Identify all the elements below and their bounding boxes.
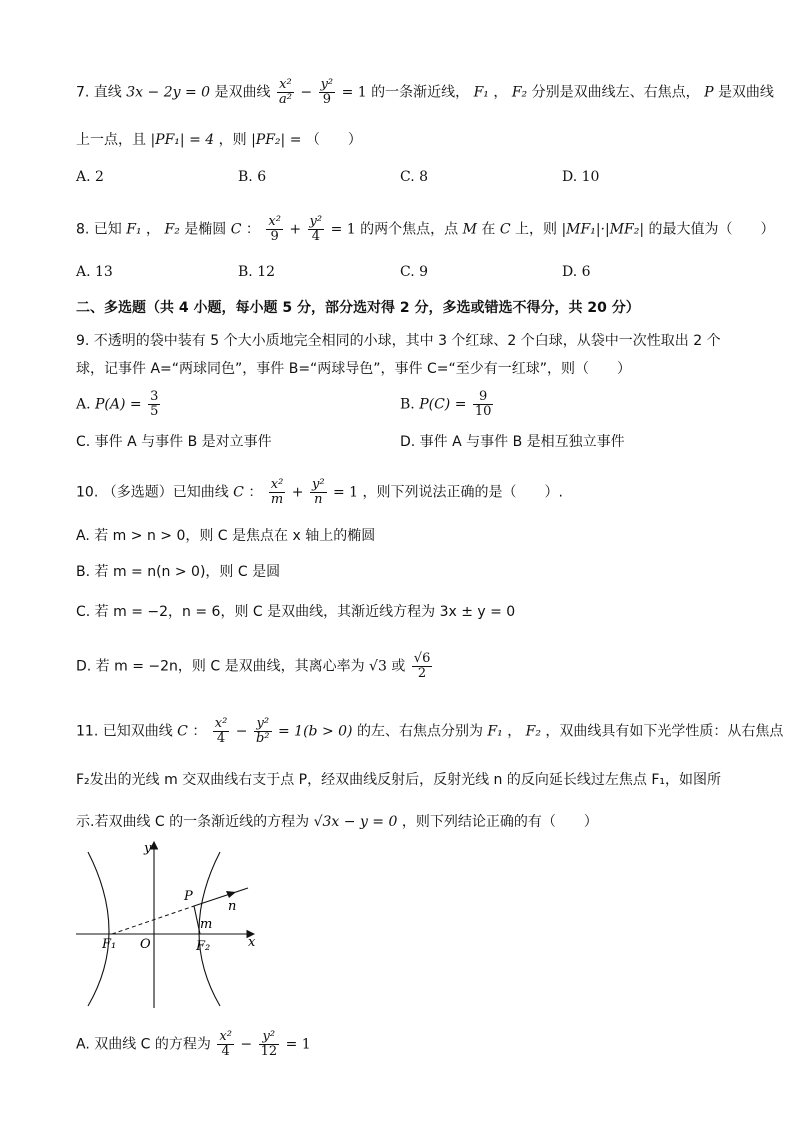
q9-line2: 球，记事件 A=“两球同色”，事件 B=“两球导色”，事件 C=“至少有一红球”，则（ ） — [76, 361, 632, 377]
focus-f1: F₁ — [126, 221, 142, 238]
y-label: y — [144, 841, 152, 856]
q10-stem — [76, 478, 734, 507]
frac-den: 2 — [417, 666, 427, 681]
frac-num: 9 — [473, 390, 494, 405]
q8-frac2 — [308, 215, 325, 244]
frac-den: 9 — [270, 229, 279, 244]
q7-asymptote-eq: 3x − 2y = 0 — [126, 84, 211, 101]
q7-option-b: B. 6 — [238, 169, 267, 185]
minus-sign: − — [235, 723, 248, 740]
frac-num: x² — [219, 1029, 232, 1044]
frac-num: x² — [214, 716, 228, 731]
q7-line1 — [76, 77, 774, 107]
frac-den: 9 — [322, 92, 331, 107]
q11-line3 — [76, 812, 734, 832]
point-p: P — [704, 84, 714, 101]
q9-line1: 9. 不透明的袋中装有 5 个大小质地完全相同的小球，其中 3 个红球、2 个白球，从袋中一次性取出 2 个 — [76, 333, 721, 349]
separator: ， — [507, 723, 522, 740]
q7-text: 是双曲线 — [214, 84, 271, 101]
hyperbola-diagram — [74, 838, 264, 1010]
q7-pf2: |PF₂| = — [251, 132, 302, 148]
q9-option-c: C. 事件 A 与事件 B 是对立事件 — [76, 434, 272, 450]
q10-frac1 — [269, 478, 286, 507]
focus-f1: F₁ — [473, 84, 489, 101]
prob-expr: P(A) = — [95, 396, 142, 413]
frac-num: y² — [320, 77, 334, 92]
p-label: P — [184, 889, 193, 904]
q7-frac1 — [277, 78, 294, 107]
q11-text: ，双曲线具有如下光学性质：从右焦点 — [545, 723, 784, 740]
sqrt-three: √3 — [369, 658, 387, 675]
separator: ， — [146, 221, 161, 238]
frac-den: 5 — [150, 404, 159, 419]
origin-label: O — [140, 937, 151, 952]
equals-one: = 1 — [333, 484, 359, 501]
section-heading: 二、多选题（共 4 小题，每小题 5 分，部分选对得 2 分，多选或错选不得分，共 20 分） — [76, 300, 640, 316]
q10-text: 10. （多选题）已知曲线 — [76, 484, 229, 501]
frac-num: x² — [268, 214, 281, 229]
left-branch — [88, 852, 109, 1006]
frac-den: 4 — [311, 229, 320, 244]
q7-option-c: C. 8 — [400, 169, 429, 185]
focus-f2: F₂ — [164, 221, 180, 238]
separator: ， — [493, 84, 508, 101]
q11-frac1 — [213, 717, 230, 746]
frac-num: y² — [259, 1030, 280, 1045]
curve-c: C — [499, 221, 511, 238]
q9-option-d: D. 事件 A 与事件 B 是相互独立事件 — [400, 434, 625, 450]
q11-text: 示.若双曲线 C 的一条渐近线的方程为 — [76, 814, 310, 830]
q11-option-a — [76, 1030, 734, 1059]
frac-den: m — [270, 492, 284, 507]
q7-text: 上一点，且 — [76, 132, 146, 148]
q7-option-d: D. 10 — [562, 169, 600, 185]
q11-opt-frac1 — [217, 1030, 234, 1059]
q9-frac-b — [473, 390, 494, 419]
q9-option-b — [400, 390, 495, 419]
equals-one: = 1(b > 0) — [277, 723, 353, 740]
q11-text: ，则下列结论正确的有（ ） — [401, 814, 598, 830]
answer-blank: （ ） — [305, 132, 362, 148]
q10-frac2 — [310, 478, 327, 507]
f1-label: F₁ — [102, 937, 117, 952]
or-text: 或 — [391, 658, 406, 675]
q7-pf1: |PF₁| = 4 — [150, 132, 215, 148]
frac-den: 4 — [216, 731, 226, 746]
frac-den: n — [314, 492, 323, 507]
f2-label: F₂ — [196, 939, 211, 954]
equals-one: = 1 — [285, 1036, 311, 1053]
point-m: M — [462, 221, 477, 238]
frac-den: a² — [278, 92, 292, 107]
plus-sign: + — [289, 221, 302, 238]
q8-option-b: B. 12 — [238, 264, 276, 280]
plus-sign: + — [291, 484, 304, 501]
q11-text: A. 双曲线 C 的方程为 — [76, 1036, 211, 1053]
q7-text: ，则 — [218, 132, 247, 148]
curve-c: C — [177, 723, 188, 740]
frac-num: x² — [277, 78, 294, 93]
q11-text: 11. 已知双曲线 — [76, 723, 173, 740]
frac-num: x² — [270, 477, 284, 492]
asymptote-eq: √3x − y = 0 — [313, 814, 398, 830]
dashed-extension — [112, 906, 194, 934]
prob-expr: P(C) = — [419, 396, 467, 413]
q7-line2 — [76, 130, 734, 150]
q10-text: ，则下列说法正确的是（ ）. — [362, 484, 563, 501]
q9-frac-a — [148, 390, 160, 419]
equals-one: = 1 — [341, 84, 367, 101]
q10-option-c: C. 若 m = −2，n = 6，则 C 是双曲线，其渐近线方程为 3x ± y = 0 — [76, 604, 516, 620]
frac-den: 12 — [260, 1044, 278, 1059]
q10-text: D. 若 m = −2n，则 C 是双曲线，其离心率为 — [76, 658, 365, 675]
q10-frac-ecc — [412, 652, 433, 681]
frac-num: 3 — [150, 389, 159, 404]
focus-f2: F₂ — [511, 84, 528, 101]
frac-den: b² — [255, 731, 270, 746]
q11-opt-frac2 — [259, 1030, 280, 1059]
q11-line2: F₂发出的光线 m 交双曲线右支于点 P，经双曲线反射后，反射光线 n 的反向延长线过左焦点 F₁，如图所 — [76, 772, 721, 788]
q7-text: 是双曲线 — [717, 84, 774, 101]
q10-option-a: A. 若 m > n > 0，则 C 是焦点在 x 轴上的椭圆 — [76, 528, 376, 544]
frac-den: 4 — [221, 1044, 230, 1059]
q8-option-c: C. 9 — [400, 264, 429, 280]
q10-option-d — [76, 652, 734, 681]
curve-c: C — [230, 221, 242, 238]
q7-text: 分别是双曲线左、右焦点， — [531, 84, 700, 101]
q9-option-a — [76, 390, 162, 419]
q8-product: |MF₁|·|MF₂| — [561, 221, 645, 238]
equals-one: = 1 — [330, 221, 356, 238]
frac-den: 10 — [474, 404, 492, 419]
frac-num: y² — [309, 214, 323, 229]
q8-option-a: A. 13 — [76, 264, 113, 280]
q8-text: 的最大值为（ ） — [648, 221, 775, 238]
minus-sign: − — [240, 1036, 253, 1053]
q11-line1 — [76, 716, 784, 746]
q8-text: 在 — [481, 221, 496, 238]
m-label: m — [200, 917, 213, 932]
option-label: A. — [76, 396, 91, 413]
q8-text: 上，则 — [514, 221, 557, 238]
q7-text: 7. 直线 — [76, 84, 122, 101]
colon: ： — [192, 723, 207, 740]
x-label: x — [248, 935, 256, 950]
q7-text: 的一条渐近线， — [371, 84, 470, 101]
frac-num: √6 — [413, 651, 431, 666]
q8-text: 的两个焦点，点 — [360, 221, 459, 238]
option-label: B. — [400, 396, 415, 413]
ray-n — [194, 888, 248, 906]
ray-n-arrow-icon — [226, 891, 236, 898]
focus-f1: F₁ — [487, 723, 503, 740]
q11-text: 的左、右焦点分别为 — [356, 723, 483, 740]
focus-f2: F₂ — [525, 723, 541, 740]
frac-num: y² — [254, 717, 272, 732]
curve-c: C — [233, 484, 244, 501]
q8-option-d: D. 6 — [562, 264, 591, 280]
q7-option-a: A. 2 — [76, 169, 104, 185]
colon: ： — [245, 221, 260, 238]
q11-frac2 — [254, 717, 272, 746]
colon: ： — [248, 484, 263, 501]
q8-text: 是椭圆 — [184, 221, 227, 238]
frac-num: y² — [311, 477, 325, 492]
q10-option-b: B. 若 m = n(n > 0)，则 C 是圆 — [76, 564, 281, 580]
n-label: n — [228, 899, 237, 914]
q7-frac2 — [319, 78, 336, 107]
q8-text: 8. 已知 — [76, 221, 122, 238]
minus-sign: − — [300, 84, 313, 101]
q8-stem — [76, 214, 775, 244]
q8-frac1 — [266, 215, 283, 244]
